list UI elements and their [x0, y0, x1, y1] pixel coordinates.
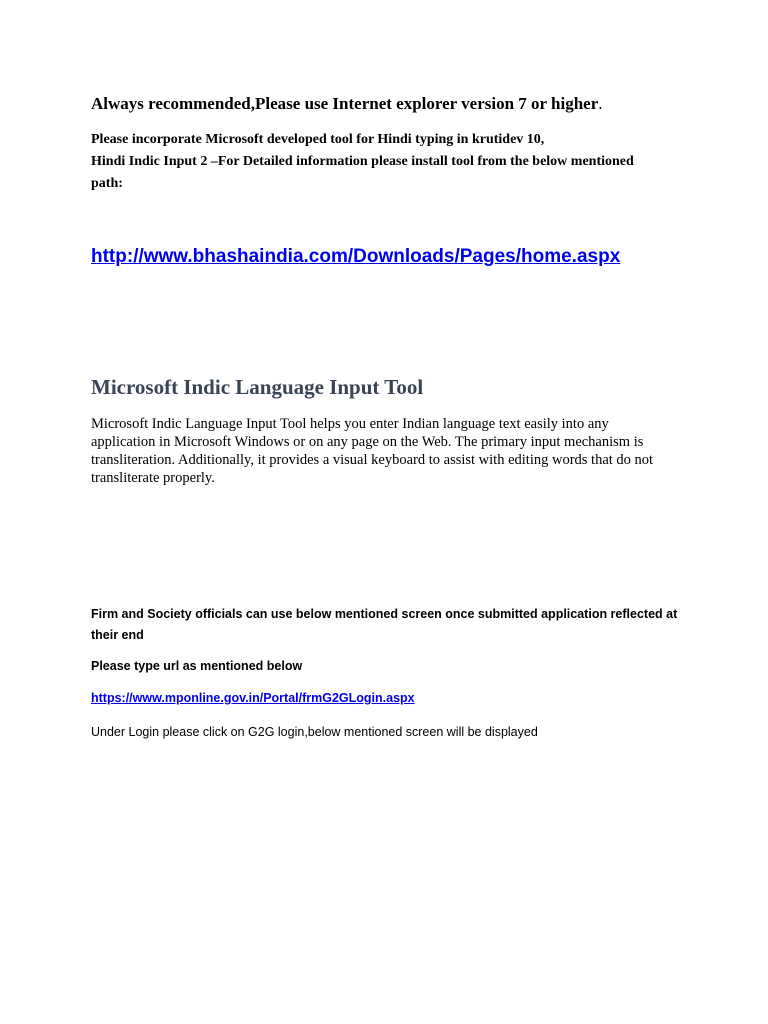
- hindi-typing-note: [91, 129, 634, 195]
- description-line: transliteration. Additionally, it provides a visual keyboard to assist with editing words that do not: [91, 452, 654, 468]
- description-line: transliterate properly.: [91, 470, 215, 486]
- description-line: Microsoft Indic Language Input Tool helps you enter Indian language text easily into any: [91, 416, 609, 432]
- description-line: application in Microsoft Windows or on any page on the Web. The primary input mechanism is: [91, 434, 644, 450]
- bhashaindia-download-link[interactable]: http://www.bhashaindia.com/Downloads/Pages/home.aspx: [91, 246, 621, 267]
- ie-recommendation-text: Always recommended,Please use Internet explorer version 7 or higher: [91, 94, 599, 113]
- firm-society-note: [91, 604, 677, 646]
- hindi-note-line: Hindi Indic Input 2 –For Detailed information please install tool from the below mentioned: [91, 154, 634, 169]
- ie-recommendation-period: .: [598, 94, 603, 113]
- firm-note-line: their end: [91, 628, 144, 642]
- mponline-g2g-login-link[interactable]: https://www.mponline.gov.in/Portal/frmG2GLogin.aspx: [91, 691, 415, 705]
- firm-note-line: Firm and Society officials can use below mentioned screen once submitted application reflected at: [91, 607, 678, 621]
- ie-recommendation: [91, 93, 603, 115]
- indic-tool-heading: Microsoft Indic Language Input Tool: [91, 375, 424, 399]
- g2g-login-note: Under Login please click on G2G login,below mentioned screen will be displayed: [91, 725, 538, 739]
- url-instruction: Please type url as mentioned below: [91, 659, 303, 673]
- hindi-note-line: path:: [91, 176, 123, 191]
- indic-tool-description: [91, 415, 691, 487]
- hindi-note-line: Please incorporate Microsoft developed tool for Hindi typing in krutidev 10,: [91, 132, 545, 147]
